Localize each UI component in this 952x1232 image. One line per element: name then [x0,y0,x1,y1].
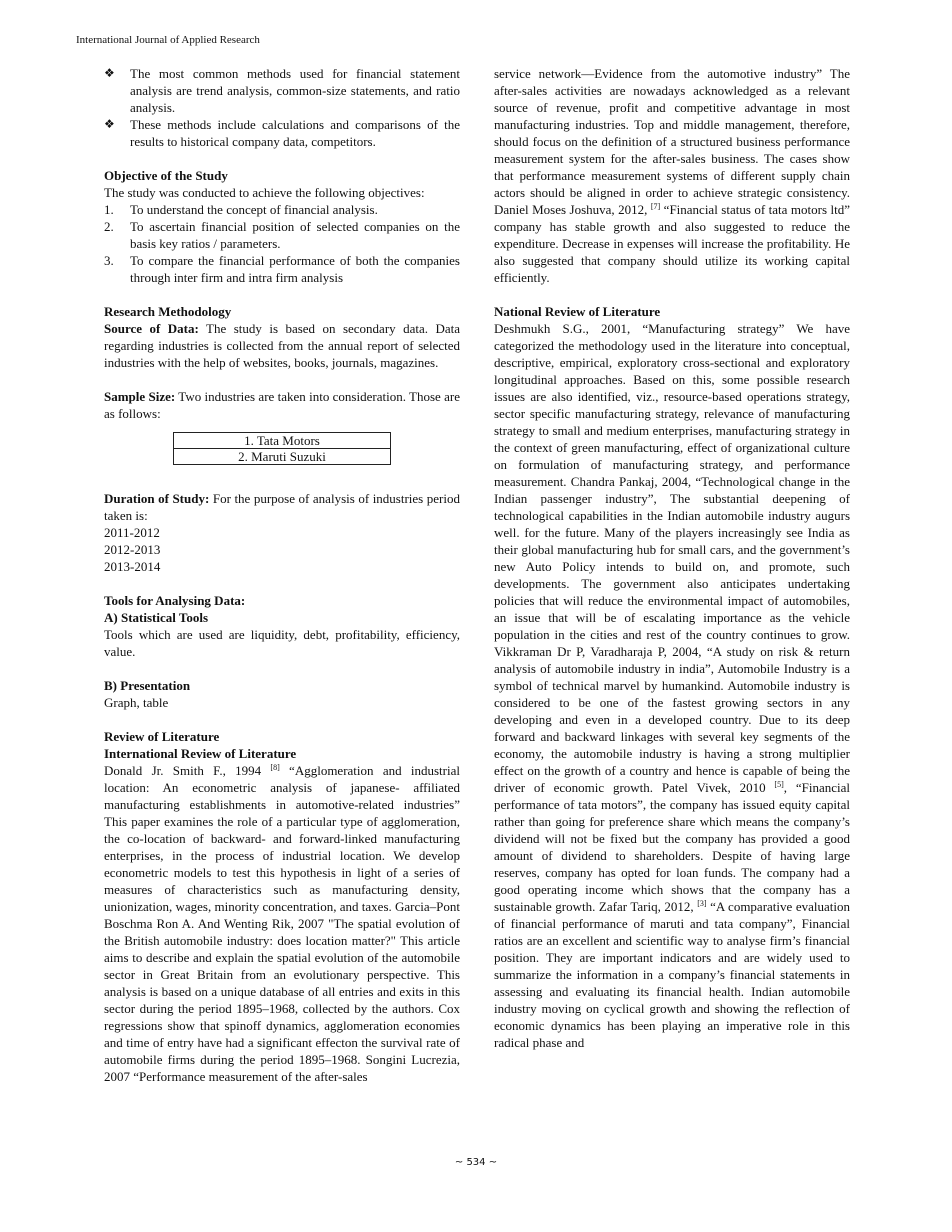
tools-heading: Tools for Analysing Data: [104,593,246,608]
right-column [494,65,850,1051]
period-item: 2012-2013 [104,542,161,557]
international-review-heading: International Review of Literature [104,746,297,761]
objective-item: 1. To understand the concept of financial analysis. [104,202,378,217]
presentation-heading: B) Presentation [104,678,191,693]
statistical-tools-text: Tools which are used are liquidity, debt, profitability, efficiency, value. [104,627,460,659]
objective-item: 3. To compare the financial performance of both the companies through inter firm and intra firm analysis [104,253,460,285]
review-continued-text: service network—Evidence from the automotive industry” The after-sales activities are nowadays acknowledged as a relevant source of revenue, profit and competitive advantage in most manufacturing industries. Top and middle management, therefore, should focus on the definition of a structured business performance measurement system for the after-sales business. The cases show that performance measurement systems of different supply chain actors should be aligned in order to achieve strategic consistency. Daniel Moses Joshuva, 2012, [7] “Financial status of tata motors ltd” company has stable growth and also suggested to reduce the expenditure. Decrease in expenses will increase the profitability. He also suggested that company should utilize its working capital efficiently. [494,66,850,285]
diamond-bullet-icon: ❖ [104,117,115,131]
industries-table [173,432,391,465]
table-row [174,449,391,465]
period-item: 2013-2014 [104,559,161,574]
journal-header: International Journal of Applied Research [76,34,260,46]
bullet-item: ❖ The most common methods used for financial statement analysis are trend analysis, common-size statements, and ratio analysis. [104,66,460,115]
source-of-data: Source of Data: The study is based on secondary data. Data regarding industries is collected from the annual report of selected industries with the help of websites, books, journals, magazines. [104,321,460,370]
objective-item: 2. To ascertain financial position of selected companies on the basis key ratios / parameters. [104,219,460,251]
presentation-text: Graph, table [104,695,169,710]
review-heading: Review of Literature [104,729,220,744]
methodology-heading: Research Methodology [104,304,232,319]
left-column [104,65,460,1085]
period-item: 2011-2012 [104,525,160,540]
national-review-heading: National Review of Literature [494,304,661,319]
page-number: ~ 534 ~ [454,1157,498,1168]
table-row [174,433,391,449]
citation-ref: [8] [270,763,280,772]
international-review-text: Donald Jr. Smith F., 1994 [8] “Agglomeration and industrial location: An econometric analysis of japanese- affiliated manufacturing establishments in automotive-related industries” This paper examines the role of a particular type of agglomeration, the co-location of backward- and forward-linked manufacturing enterprises, in the process of industrial location. We develop econometric models to test this hypothesis in light of a series of measures of characteristics such as manufacturing density, unionization, wages, minority concentration, and taxes. Garcia–Pont Boschma Ron A. And Wenting Rik, 2007 "The spatial evolution of the British automobile industry: does location matter?" This article aims to describe and explain the spatial evolution of the automobile sector in Great Britain from an evolutionary perspective. This analysis is based on a unique database of all entries and exits in this sector during the period 1895–1968, collected by the authors. Cox regressions show that spinoff dynamics, agglomeration economies and time of entry have had a significant effecton the survival rate of automobile firms during the period 1895–1968. Songini Lucrezia, 2007 “Performance measurement of the after-sales [104,763,460,1084]
citation-ref: [7] [650,202,661,211]
table-cell: 1. Tata Motors [174,433,391,449]
citation-ref: [3] [697,899,707,908]
national-review-text: Deshmukh S.G., 2001, “Manufacturing strategy” We have categorized the methodology used in the literature into conceptual, descriptive, empirical, exploratory cross-sectional and exploratory longitudinal approaches. Based on this, some possible research issues are also identified, viz., resource-based operations strategy, sector specific manufacturing strategy, relevance of manufacturing strategy to small and medium enterprises, manufacturing strategy in the context of green manufacturing, effect of organizational culture on formulation of manufacturing strategy, and performance measurement. Chandra Pankaj, 2004, “Technological change in the Indian passenger industry”, The substantial deepening of technological capabilities in the Indian automobile industry augurs well. for the future. Many of the players increasingly see India as their global manufacturing hub for small cars, and the government’s new Auto Policy intends to build on, and promote, such developments. The government also anticipates undertaking policies that will reduce the environmental impact of automobiles, an issue that will be of escalating importance as the vehicle population in the cities and rest of the country continues to grow. Vikkraman Dr P, Varadharaja P, 2004, “A study on risk & return analysis of automobile industry in india”, Automobile Industry is a symbol of technical marvel by humankind. Automobile industry is considered to be one of the fastest growing sectors in any developing and even in a developed country. Due to its deep forward and backward linkages with several key segments of the economy, the automobile industry is having a strong multiplier effect on the growth of a country and hence is capable of being the driver of economic growth. Patel Vivek, 2010 [5], “Financial performance of tata motors”, the company has issued equity capital rather than going for preference share which means the company’s dividend will not be fixed but the company has provided a good amount of dividend to shareholders. Despite of having large reserves, company has opted for loan funds. The company had a good operating income which shows that the company has a sustainable growth. Zafar Tariq, 2012, [3] “A comparative evaluation of financial performance of maruti and tata company”, Financial ratios are an excellent and scientific way to analyse firm’s financial position. They are important indicators and are widely used to summarize the information in a company’s financial statements in assessing and evaluating its financial health. Indian automobile industry moving on cyclical growth and showing the reflection of economic dynamics has been playing an imperative role in this radical phase and [494,321,850,1050]
diamond-bullet-icon: ❖ [104,66,115,80]
objective-heading: Objective of the Study [104,168,228,183]
duration-of-study: Duration of Study: For the purpose of analysis of industries period taken is: [104,491,460,523]
bullet-item: ❖ These methods include calculations and comparisons of the results to historical company data, competitors. [104,117,460,149]
table-cell: 2. Maruti Suzuki [174,449,391,465]
statistical-tools-heading: A) Statistical Tools [104,610,209,625]
objective-intro: The study was conducted to achieve the following objectives: [104,185,425,200]
citation-ref: [5] [774,780,784,789]
sample-size: Sample Size: Two industries are taken into consideration. Those are as follows: [104,389,461,421]
